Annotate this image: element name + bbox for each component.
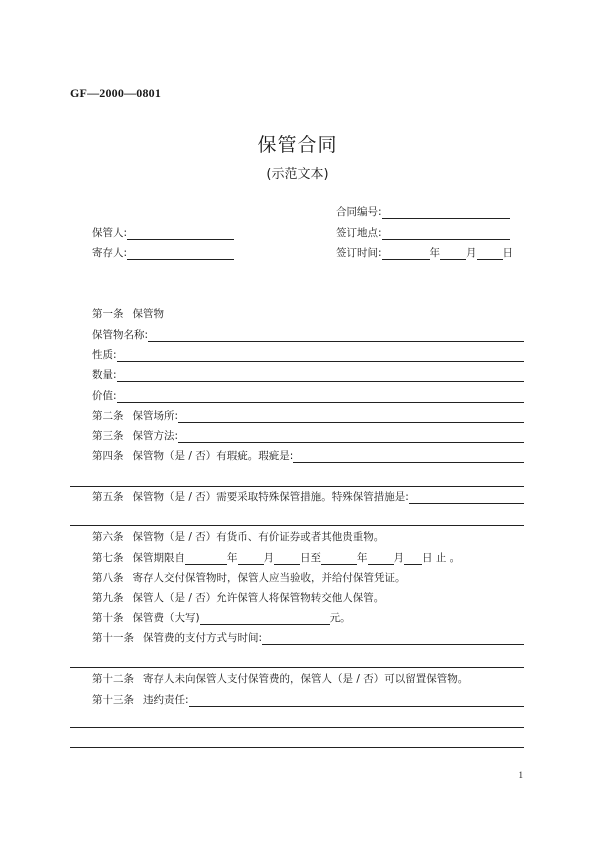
article-13-number: 第十三条 [92, 694, 134, 706]
article-11 [92, 631, 524, 645]
depositor-blank[interactable] [127, 247, 234, 260]
value-label: 价值: [92, 390, 117, 402]
liability-blank[interactable] [189, 694, 524, 707]
value-blank[interactable] [117, 390, 524, 403]
contract-no-label: 合同编号: [336, 206, 382, 218]
article-1-number: 第一条 [92, 308, 124, 320]
sign-year-label: 年 [429, 247, 441, 259]
article-4 [92, 449, 524, 463]
start-month-blank[interactable] [238, 552, 264, 565]
end-year-blank[interactable] [321, 552, 357, 565]
article-6-number: 第六条 [92, 531, 124, 543]
article-10-unit: 元。 [329, 612, 351, 624]
item-name-blank[interactable] [148, 329, 524, 342]
article-3-text: 保管方法: [132, 430, 179, 442]
article-8-text: 寄存人交付保管物时，保管人应当验收，并给付保管凭证。 [132, 572, 406, 584]
article-6 [92, 530, 524, 544]
article-4-text: 保管物（是 / 否）有瑕疵。瑕疵是: [132, 450, 294, 462]
depositor-label: 寄存人: [92, 247, 128, 259]
sign-day-blank[interactable] [477, 247, 503, 260]
start-day-blank[interactable] [274, 552, 300, 565]
document-subtitle: (示范文本) [266, 167, 329, 182]
article-3-number: 第三条 [92, 430, 124, 442]
article-7-start: 保管期限自 [132, 552, 185, 564]
article-12-text: 寄存人未向保管人支付保管费的，保管人（是 / 否）可以留置保管物。 [143, 673, 469, 685]
article-9-text: 保管人（是 / 否）允许保管人将保管物转交他人保管。 [132, 592, 385, 604]
article-5-text: 保管物（是 / 否）需要采取特殊保管措施。特殊保管措施是: [132, 491, 409, 503]
sign-place-label: 签订地点: [336, 227, 382, 239]
article-2-number: 第二条 [92, 410, 124, 422]
article-13-text: 违约责任: [143, 694, 189, 706]
article-11-text: 保管费的支付方式与时间: [143, 632, 263, 644]
article-8 [92, 571, 524, 585]
quantity-blank[interactable] [117, 369, 524, 382]
article-12-number: 第十二条 [92, 673, 134, 685]
end-year-label: 年 [357, 552, 368, 564]
article-5 [92, 490, 524, 504]
payment-method-extra-line[interactable] [70, 667, 524, 668]
fee-amount-blank[interactable] [200, 612, 330, 625]
sign-day-label: 日 [502, 247, 514, 259]
payment-method-blank[interactable] [262, 632, 524, 645]
document-code: GF—2000—0801 [70, 86, 162, 100]
article-9 [92, 591, 524, 605]
page-number: 1 [518, 770, 523, 780]
value-row [92, 389, 524, 403]
nature-label: 性质: [92, 349, 117, 361]
sign-month-label: 月 [466, 247, 477, 259]
storage-place-blank[interactable] [178, 410, 524, 423]
defect-blank[interactable] [293, 450, 524, 463]
start-month-label: 月 [263, 552, 274, 564]
document-title: 保管合同 [257, 134, 338, 156]
article-9-number: 第九条 [92, 592, 124, 604]
article-10 [92, 611, 524, 625]
end-month-label: 月 [393, 552, 404, 564]
special-measures-blank[interactable] [409, 491, 524, 504]
article-6-text: 保管物（是 / 否）有货币、有价证券或者其他贵重物。 [132, 531, 385, 543]
quantity-row [92, 368, 524, 382]
article-1 [92, 307, 524, 321]
custodian-label: 保管人: [92, 227, 128, 239]
sign-year-blank[interactable] [382, 247, 430, 260]
article-7-number: 第七条 [92, 552, 124, 564]
end-day-label: 日 止 。 [422, 552, 461, 564]
liability-extra-line-2[interactable] [70, 747, 524, 748]
sign-month-blank[interactable] [440, 247, 466, 260]
depositor-field [92, 246, 234, 260]
custodian-blank[interactable] [127, 227, 234, 240]
special-measures-extra-line[interactable] [70, 525, 524, 526]
start-year-label: 年 [227, 552, 238, 564]
item-name-row [92, 328, 524, 342]
article-4-number: 第四条 [92, 450, 124, 462]
article-1-text: 保管物 [132, 308, 164, 320]
article-10-text: 保管费（大写) [132, 612, 200, 624]
article-12 [92, 672, 524, 686]
sign-time-label: 签订时间: [336, 247, 382, 259]
article-8-number: 第八条 [92, 572, 124, 584]
article-13 [92, 693, 524, 707]
article-3 [92, 429, 524, 443]
start-day-label: 日至 [300, 552, 321, 564]
article-2-text: 保管场所: [132, 410, 179, 422]
contract-no-field [336, 205, 510, 219]
storage-method-blank[interactable] [178, 430, 524, 443]
sign-place-field [336, 226, 510, 240]
article-2 [92, 409, 524, 423]
article-11-number: 第十一条 [92, 632, 134, 644]
article-5-number: 第五条 [92, 491, 124, 503]
end-day-blank[interactable] [404, 552, 422, 565]
article-10-number: 第十条 [92, 612, 124, 624]
defect-extra-line[interactable] [70, 486, 524, 487]
liability-extra-line-1[interactable] [70, 727, 524, 728]
article-7 [92, 551, 524, 565]
quantity-label: 数量: [92, 369, 117, 381]
nature-row [92, 348, 524, 362]
item-name-label: 保管物名称: [92, 329, 149, 341]
end-month-blank[interactable] [368, 552, 394, 565]
nature-blank[interactable] [117, 349, 524, 362]
sign-time-field [336, 246, 513, 260]
start-year-blank[interactable] [185, 552, 227, 565]
sign-place-blank[interactable] [382, 227, 510, 240]
custodian-field [92, 226, 234, 240]
contract-no-blank[interactable] [382, 206, 510, 219]
